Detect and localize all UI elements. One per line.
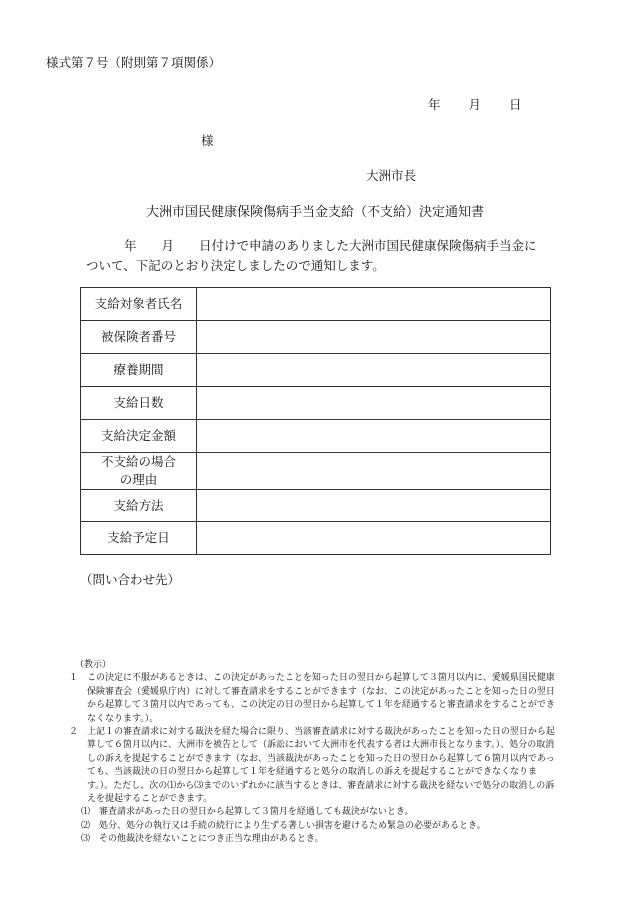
table-row-label: 被保険者番号 [81, 321, 197, 354]
table-row [81, 453, 551, 490]
notice-sub-2-text: 処分、処分の執行又は手続の続行により生ずる著しい損害を避けるため緊急の必要があるとき。 [99, 820, 486, 831]
table-row-label: 支給日数 [81, 387, 197, 420]
table-row-label: 支給方法 [81, 490, 197, 522]
table-row-value [197, 420, 551, 453]
table-row-value [197, 321, 551, 354]
decision-table [80, 287, 551, 555]
table-row-value [197, 490, 551, 522]
notice-item-1 [69, 672, 563, 726]
table-row-label: 不支給の場合 の理由 [81, 453, 197, 490]
notice-sub-2-number: ⑵ [81, 820, 91, 831]
date-line [428, 95, 522, 113]
table-row [81, 288, 551, 321]
notice-sub-3-number: ⑶ [81, 834, 91, 845]
table-row-label: 支給対象者氏名 [81, 288, 197, 321]
notice-sub-1 [73, 806, 563, 819]
inquiry-label: （問い合わせ先） [80, 572, 181, 587]
date-month: 月 [468, 97, 482, 112]
form-number: 様式第７号（附則第７項関係） [46, 55, 222, 70]
table-row-value [197, 387, 551, 420]
table-row-value [197, 288, 551, 321]
table-row-value [197, 453, 551, 490]
table-row [81, 522, 551, 555]
intro-text [86, 236, 556, 276]
addressee-suffix: 様 [201, 133, 214, 148]
notice-sub-2 [73, 820, 563, 833]
notice-item-1-text: この決定に不服があるときは、この決定があったことを知った日の翌日から起算して３箇月以内に、愛媛県国民健康保険審査会（愛媛県庁内）に対して審査請求をすることができます（なお、この決定があったことを知った日の翌日から起算して３箇月以内であっても、この決定の日の翌日から起算して１年を経過すると審査請求をすることができなくなります。）。 [87, 673, 555, 724]
issuer: 大洲市長 [366, 168, 417, 183]
notice-heading: （教示） [75, 660, 112, 670]
notice-item-2 [69, 726, 563, 806]
intro-line-2: ついて、下記のとおり決定しましたので通知します。 [86, 258, 385, 273]
table-row-value [197, 522, 551, 555]
document-title: 大洲市国民健康保険傷病手当金支給（不支給）決定通知書 [145, 205, 484, 220]
notice-sub-1-text: 審査請求があった日の翌日から起算して３箇月を経過しても裁決がないとき。 [99, 807, 414, 818]
table-row [81, 387, 551, 420]
table-row [81, 490, 551, 522]
notice-item-2-number: ２ [69, 727, 79, 738]
date-year: 年 [428, 97, 441, 112]
notice-sub-1-number: ⑴ [81, 807, 91, 818]
notice-item-1-number: １ [69, 673, 79, 684]
intro-line-1: 年 月 日付けで申請のありました大洲市国民健康保険傷病手当金に [124, 238, 537, 253]
table-row-value [197, 354, 551, 387]
date-day: 日 [509, 97, 522, 112]
table-row [81, 354, 551, 387]
table-row [81, 321, 551, 354]
table-row-label: 支給決定金額 [81, 420, 197, 453]
table-row [81, 420, 551, 453]
table-row-label: 支給予定日 [81, 522, 197, 555]
notice-item-2-text: 上記１の審査請求に対する裁決を経た場合に限り、当該審査請求に対する裁決があったことを知った日の翌日から起算して６箇月以内に、大洲市を被告として（訴訟において大洲市を代表する者は大洲市長となります。）、処分の取消しの訴えを提起することができます（なお、当該裁決があったことを知った日の翌日から起算して６箇月以内であっても、当該裁決の日の翌日から起算して１年を経過すると処分の取消しの訴えを提起することができなくなります。）。ただし、次の⑴から⑶までのいずれかに該当するときは、審査請求に対する裁決を経ないで処分の取消しの訴えを提起することができます。 [87, 727, 555, 805]
appeal-notice [69, 659, 563, 847]
notice-sub-3-text: その他裁決を経ないことにつき正当な理由があるとき。 [99, 834, 324, 845]
notice-sub-3 [73, 833, 563, 846]
table-row-label: 療養期間 [81, 354, 197, 387]
